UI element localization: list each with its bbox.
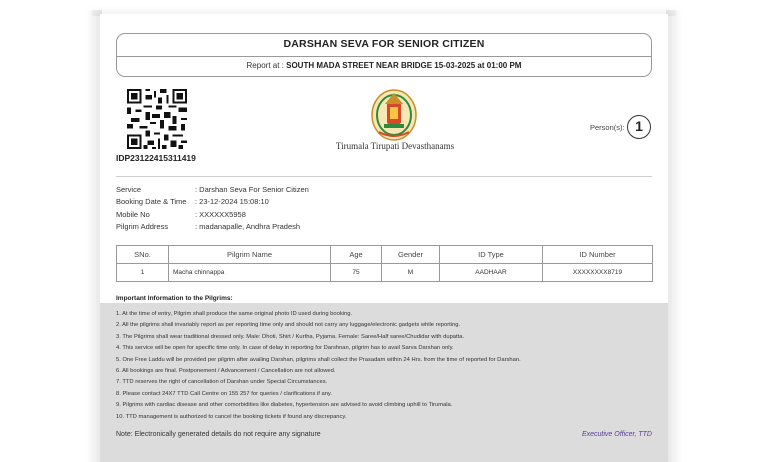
column-header: ID Type bbox=[440, 246, 543, 264]
instructions-panel bbox=[100, 303, 668, 462]
table-header-row bbox=[117, 246, 653, 264]
table-cell: Macha chinnappa bbox=[169, 264, 331, 282]
rule-item: 8. Please contact 24X7 TTD Call Centre on 155 257 for queries / clarifications if any. bbox=[116, 390, 332, 397]
detail-label: Pilgrim Address bbox=[116, 221, 169, 231]
detail-label: Mobile No bbox=[116, 209, 150, 219]
detail-value: : 23-12-2024 15:08:10 bbox=[195, 197, 269, 207]
persons-label: Person(s): bbox=[590, 123, 625, 132]
signature-text: Executive Officer, TTD bbox=[581, 431, 652, 438]
rule-item: 3. The Pilgrims shall wear traditional dressed only. Male: Dhoti, Shirt / Kurtha, Pyjama. Female: Saree/Half saree/Chudidar with dupatta. bbox=[116, 333, 465, 340]
column-header: ID Number bbox=[543, 246, 653, 264]
report-label: Report at : bbox=[246, 61, 284, 70]
table-cell: 1 bbox=[117, 264, 169, 282]
detail-row-service bbox=[116, 184, 309, 196]
column-header: Gender bbox=[382, 246, 440, 264]
rules-list bbox=[116, 309, 656, 423]
report-line bbox=[117, 61, 651, 70]
rule-item: 9. Pilgrims with cardiac disease and other comorbidities like diabetes, hypertension are advised to avoid climbing uphill to Tirumala. bbox=[116, 402, 453, 409]
column-header: Pilgrim Name bbox=[169, 246, 331, 264]
report-value: SOUTH MADA STREET NEAR BRIDGE 15-03-2025 at 01:00 PM bbox=[286, 61, 522, 70]
qr-code bbox=[127, 89, 187, 149]
column-header: SNo. bbox=[117, 246, 169, 264]
detail-label: Booking Date & Time bbox=[116, 197, 187, 207]
detail-value: : Darshan Seva For Senior Citizen bbox=[195, 185, 309, 194]
ticket-page bbox=[100, 14, 668, 462]
section-divider bbox=[116, 176, 652, 177]
detail-row-mobile bbox=[116, 209, 309, 221]
rule-item: 10. TTD management is authorized to cancel the booking tickets if found any discrepancy. bbox=[116, 413, 347, 420]
footer-note: Note: Electronically generated details do not require any signature bbox=[116, 431, 321, 438]
header-divider bbox=[117, 56, 651, 57]
rule-item: 7. TTD reserves the right of cancellation of Darshan under Special Circumstances. bbox=[116, 379, 328, 386]
booking-id: IDP23122415311419 bbox=[116, 153, 196, 163]
column-header: Age bbox=[331, 246, 382, 264]
table-row bbox=[117, 264, 653, 282]
detail-label: Service bbox=[116, 185, 142, 194]
detail-row-address bbox=[116, 221, 309, 233]
booking-details bbox=[116, 184, 309, 233]
table-cell: XXXXXXXX8719 bbox=[543, 264, 653, 282]
pilgrim-table bbox=[116, 245, 653, 282]
page-title: DARSHAN SEVA FOR SENIOR CITIZEN bbox=[283, 38, 485, 50]
table-cell: 75 bbox=[331, 264, 382, 282]
rule-item: 2. All the pilgrims shall invariably report as per reporting time only and should not carry any luggage/electronic gadgets while reporting. bbox=[116, 322, 461, 329]
persons-count: 1 bbox=[627, 115, 651, 139]
table-cell: M bbox=[382, 264, 440, 282]
rule-item: 1. At the time of entry, Pilgrim shall produce the same original photo ID used during booking. bbox=[116, 311, 353, 317]
header-box bbox=[116, 33, 652, 77]
detail-value: : madanapalle, Andhra Pradesh bbox=[195, 221, 301, 231]
info-heading: Important Information to the Pilgrims: bbox=[116, 295, 233, 302]
ttd-emblem-logo bbox=[370, 88, 418, 142]
table-cell: AADHAAR bbox=[440, 264, 543, 282]
page-shadow-right bbox=[666, 10, 682, 462]
rule-item: 5. One Free Laddu will be provided per pilgrim after availing Darshan, pilgrims shall collect the Prasadam within 24 Hrs. from the time of reported for Darshan. bbox=[116, 356, 521, 363]
detail-value: : XXXXXX5958 bbox=[195, 209, 246, 219]
rule-item: 6. All bookings are final. Postponement / Advancement / Cancellation are not allowed. bbox=[116, 367, 336, 374]
organization-name: Tirumala Tirupati Devasthanams bbox=[335, 141, 455, 151]
rule-item: 4. This service will be open for specific time only. In case of delay in reporting for Darshnan, pilgrim has to avail Sarva Darshan only. bbox=[116, 345, 454, 352]
detail-row-booking-date bbox=[116, 196, 309, 208]
